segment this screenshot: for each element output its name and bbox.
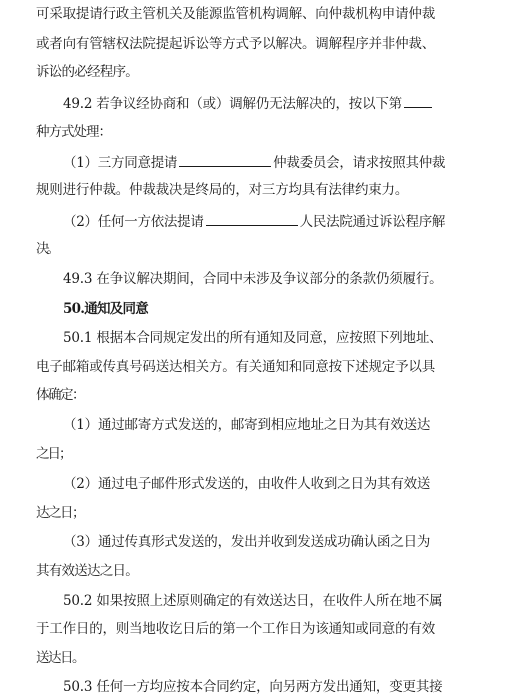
text-line: 决。 xyxy=(36,241,57,257)
option-2-line: （2）任何一方依法提请 人民法院通过诉讼程序解 xyxy=(63,214,446,230)
text-line: （1）通过邮寄方式发送的，邮寄到相应地址之日为其有效送达 xyxy=(63,417,431,433)
option-1-line: （1）三方同意提请 仲裁委员会，请求按照其仲裁 xyxy=(63,155,446,171)
court-blank xyxy=(206,212,298,226)
text-line: 体确定： xyxy=(36,387,84,403)
text-line: 达之日； xyxy=(36,505,84,521)
text-line: （2）通过电子邮件形式发送的，由收件人收到之日为其有效送 xyxy=(63,476,431,492)
clause-50-2-line: 50.2 如果按照上述原则确定的有效送达日，在收件人所在地不属 xyxy=(63,593,443,609)
clause-49-3-line: 49.3 在争议解决期间，合同中未涉及争议部分的条款仍须履行。 xyxy=(63,271,443,287)
arbitration-commission-blank xyxy=(179,153,271,167)
text-line: 种方式处理： xyxy=(36,124,111,140)
choice-blank xyxy=(404,94,432,108)
text-line: 电子邮箱或传真号码送达相关方。有关通知和同意按下述规定予以具 xyxy=(36,359,435,375)
text-line: 之日； xyxy=(36,446,71,462)
text-line: 规则进行仲裁。仲裁裁决是终局的，对三方均具有法律约束力。 xyxy=(36,182,409,198)
text-line: 其有效送达之日。 xyxy=(36,563,138,579)
clause-50-3-line: 50.3 任何一方均应按本合同约定，向另两方发出通知，变更其接 xyxy=(63,679,443,695)
text-line: 诉讼的必经程序。 xyxy=(36,64,138,80)
clause-49-2-line: 49.2 若争议经协商和（或）调解仍无法解决的，按以下第 xyxy=(63,94,508,113)
section-heading: 50.通知及同意 xyxy=(63,301,148,317)
text-line: （3）通过传真形式发送的，发出并收到发送成功确认函之日为 xyxy=(63,534,431,550)
clause-50-1-line: 50.1 根据本合同规定发出的所有通知及同意，应按照下列地址、 xyxy=(63,330,443,346)
text-line: 送达日。 xyxy=(36,650,84,666)
text-line: 或者向有管辖权法院提起诉讼等方式予以解决。调解程序并非仲裁、 xyxy=(36,36,435,52)
text-line: 可采取提请行政主管机关及能源监管机构调解、向仲裁机构申请仲裁 xyxy=(36,6,435,22)
text-line: 于工作日的，则当地收讫日后的第一个工作日为该通知或同意的有效 xyxy=(36,621,435,637)
